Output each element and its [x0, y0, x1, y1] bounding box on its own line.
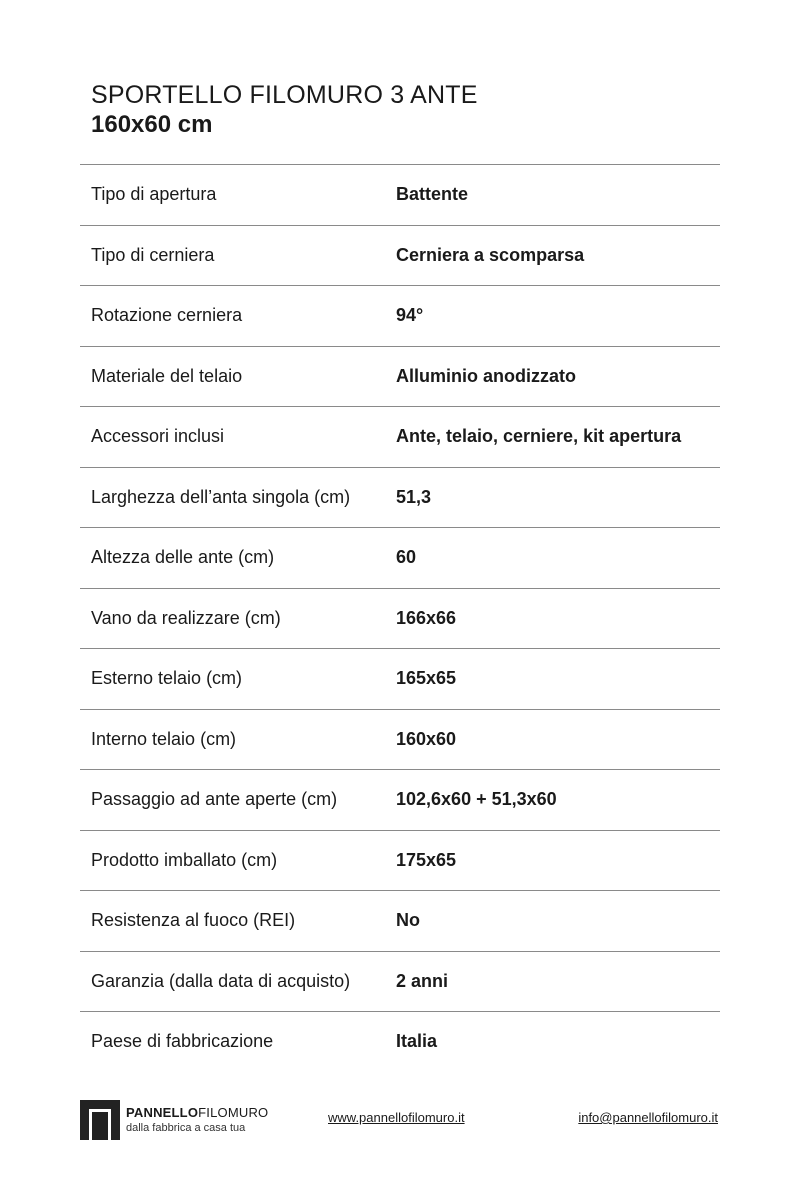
- table-row: [80, 649, 720, 710]
- spec-label: Paese di fabbricazione: [91, 1031, 274, 1052]
- door-frame-logo-icon: [80, 1100, 120, 1140]
- table-row: [80, 770, 720, 831]
- website-link[interactable]: www.pannellofilomuro.it: [328, 1110, 465, 1125]
- spec-value: 166x66: [396, 607, 457, 628]
- table-row: [80, 710, 720, 771]
- spec-value: 175x65: [396, 849, 457, 870]
- table-row: [80, 891, 720, 952]
- page-subtitle: 160x60 cm: [91, 111, 213, 138]
- spec-value: 94°: [396, 305, 424, 326]
- brand-logo: [126, 1105, 268, 1134]
- spec-value: No: [396, 910, 420, 931]
- spec-label: Materiale del telaio: [91, 365, 243, 386]
- spec-label: Rotazione cerniera: [91, 305, 243, 326]
- brand-name-bold: PANNELLO: [126, 1105, 199, 1120]
- spec-value: 102,6x60 + 51,3x60: [396, 789, 557, 810]
- spec-value: 51,3: [396, 486, 432, 507]
- spec-value: 160x60: [396, 728, 457, 749]
- table-row: [80, 468, 720, 529]
- table-row: [80, 589, 720, 650]
- page-title: SPORTELLO FILOMURO 3 ANTE: [91, 81, 478, 109]
- title-block: [91, 80, 478, 140]
- table-row: [80, 952, 720, 1013]
- spec-label: Prodotto imballato (cm): [91, 849, 278, 870]
- brand-name-regular: FILOMURO: [198, 1105, 269, 1120]
- spec-label: Passaggio ad ante aperte (cm): [91, 789, 338, 810]
- spec-label: Accessori inclusi: [91, 426, 225, 447]
- spec-value: 2 anni: [396, 970, 449, 991]
- spec-label: Tipo di apertura: [91, 184, 217, 205]
- table-row: [80, 831, 720, 892]
- table-row: [80, 165, 720, 226]
- table-row: [80, 347, 720, 408]
- spec-label: Esterno telaio (cm): [91, 668, 243, 689]
- spec-value: Ante, telaio, cerniere, kit apertura: [396, 426, 682, 447]
- table-row: [80, 407, 720, 468]
- spec-label: Garanzia (dalla data di acquisto): [91, 970, 351, 991]
- spec-value: 165x65: [396, 668, 457, 689]
- spec-label: Tipo di cerniera: [91, 244, 215, 265]
- table-row: [80, 1012, 720, 1072]
- spec-value: Battente: [396, 184, 469, 205]
- brand-name: [126, 1105, 268, 1120]
- email-link[interactable]: info@pannellofilomuro.it: [578, 1110, 718, 1125]
- spec-label: Resistenza al fuoco (REI): [91, 910, 296, 931]
- footer: [80, 1100, 720, 1142]
- table-row: [80, 528, 720, 589]
- spec-table: [80, 164, 720, 1072]
- spec-label: Altezza delle ante (cm): [91, 547, 275, 568]
- spec-value: Cerniera a scomparsa: [396, 244, 585, 265]
- spec-label: Interno telaio (cm): [91, 728, 237, 749]
- table-row: [80, 226, 720, 287]
- table-row: [80, 286, 720, 347]
- spec-value: Italia: [396, 1031, 438, 1052]
- spec-label: Larghezza dell’anta singola (cm): [91, 486, 351, 507]
- spec-value: Alluminio anodizzato: [396, 365, 576, 386]
- spec-label: Vano da realizzare (cm): [91, 607, 281, 628]
- brand-tagline: dalla fabbrica a casa tua: [126, 1122, 246, 1134]
- spec-value: 60: [396, 547, 417, 568]
